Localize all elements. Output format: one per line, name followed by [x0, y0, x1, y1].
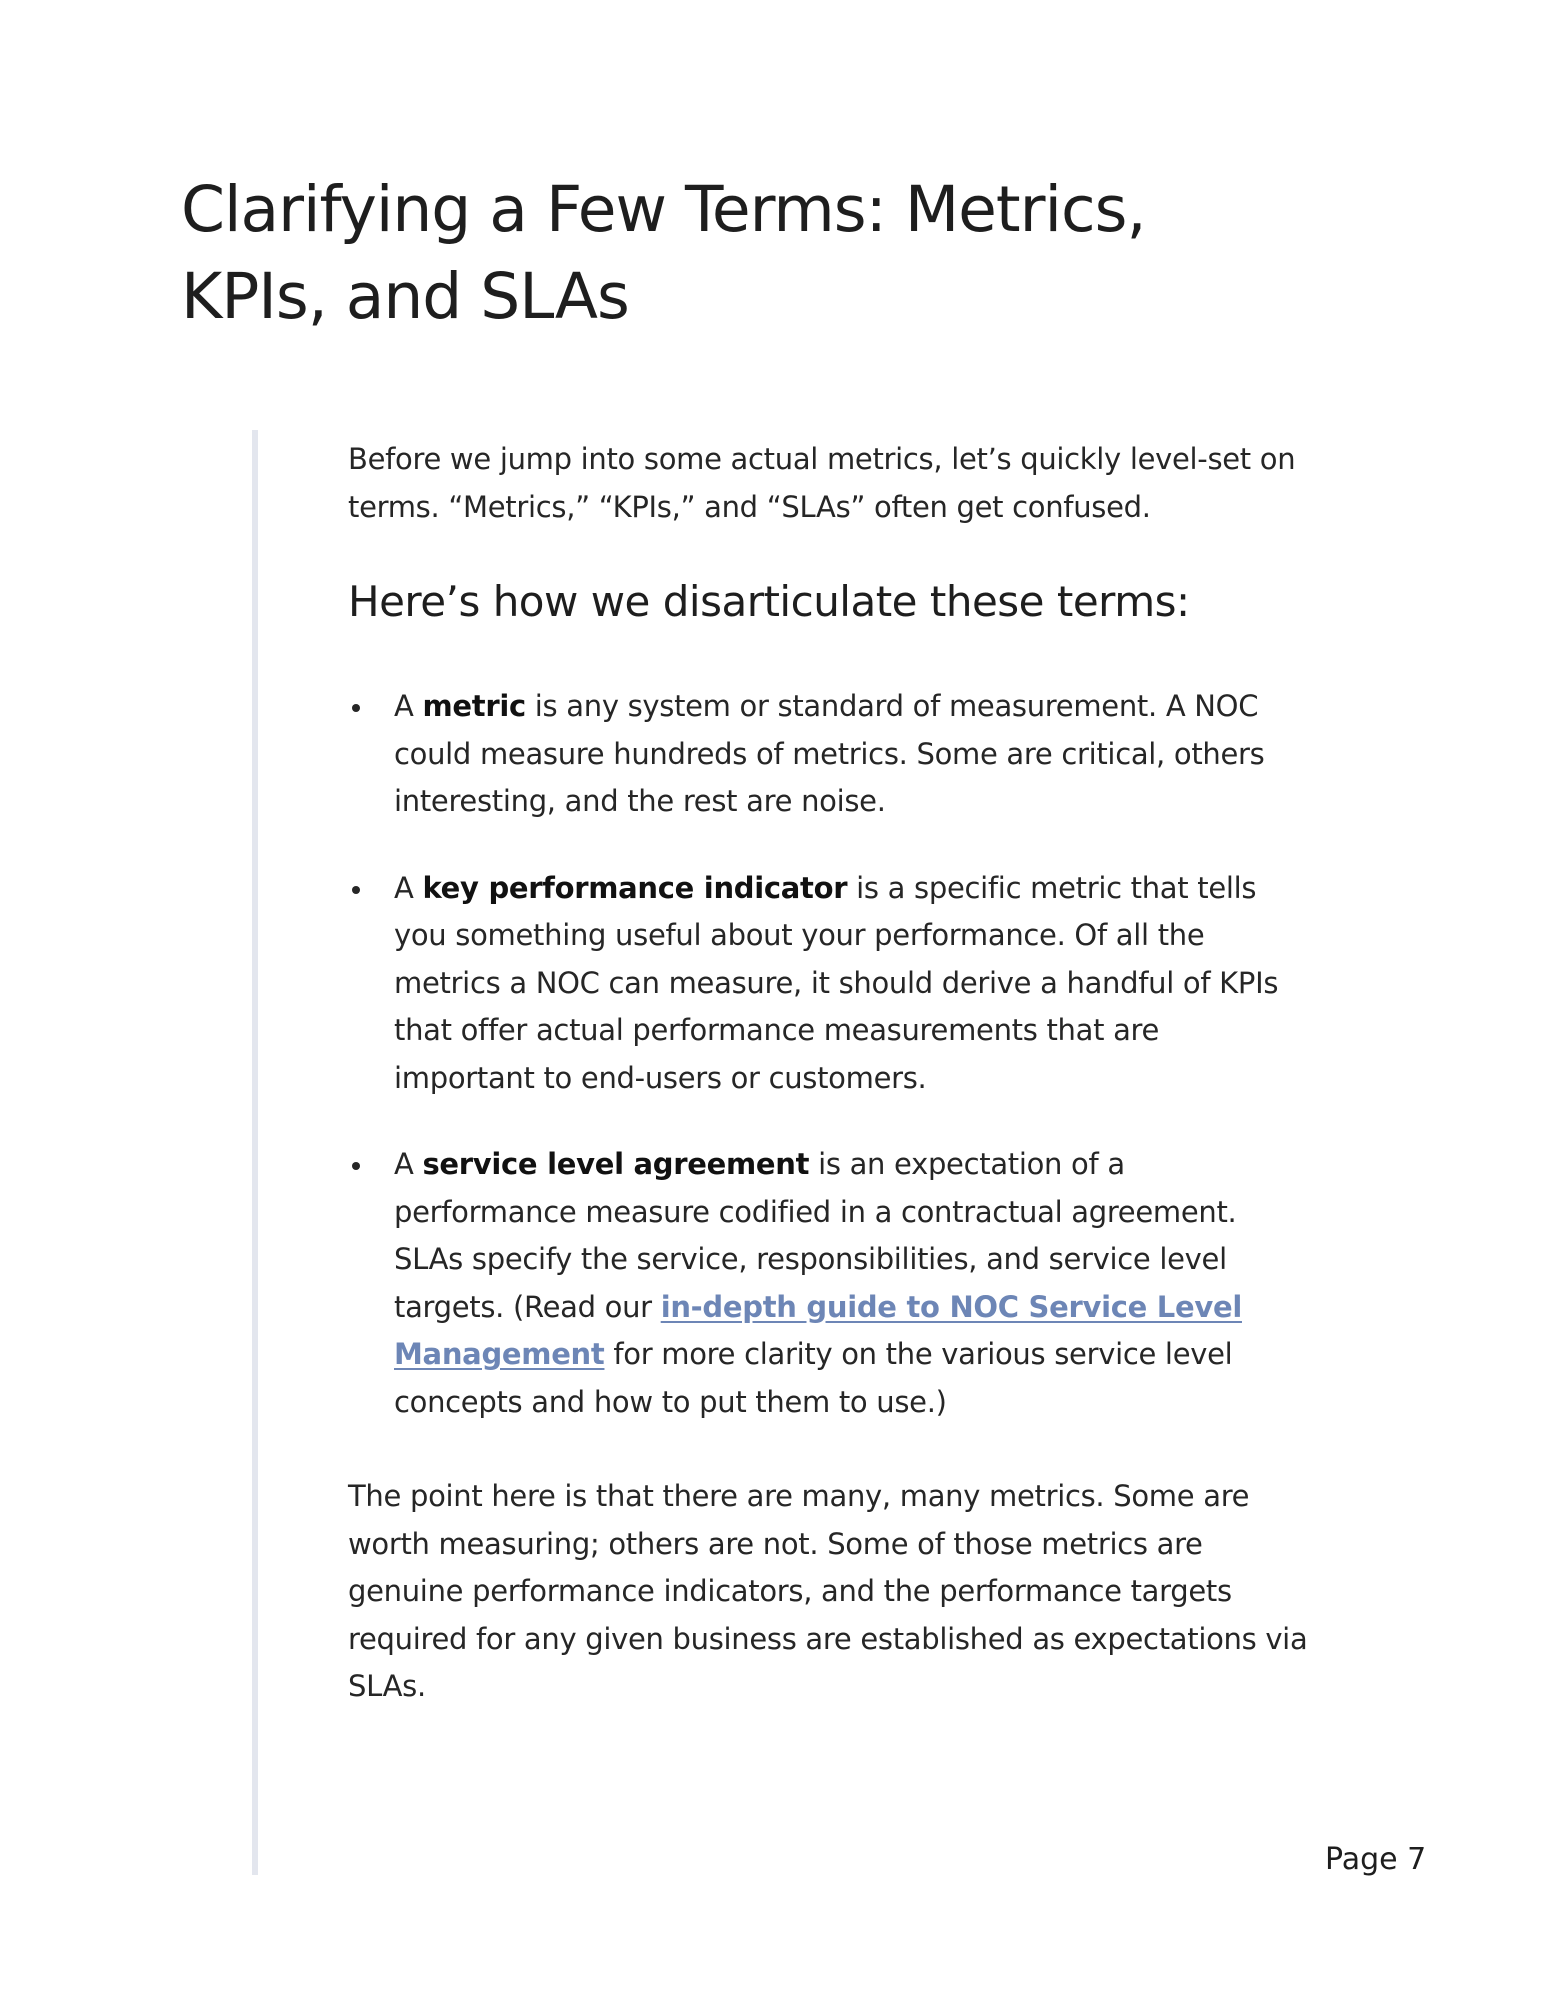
closing-paragraph: The point here is that there are many, many metrics. Some are worth measuring; others are not. Some of those metrics are genuine performance indicators, and the performance targets required for any given business are established as expectations via SLAs. — [348, 1479, 1308, 1703]
bullet-lead: A — [394, 870, 423, 905]
bullet-text: is an expectation of a performance measure codified in a contractual agreement. SLAs specify the service, responsibilities, and service level targets. (Read our — [394, 1147, 1237, 1324]
bullet-text: is any system or standard of measurement. A NOC could measure hundreds of metrics. Some are critical, others interesting, and the rest are noise. — [394, 689, 1265, 818]
bullet-dot-icon — [352, 1162, 360, 1170]
section-subheading: Here’s how we disarticulate these terms: — [348, 577, 1190, 626]
intro-paragraph: Before we jump into some actual metrics, let’s quickly level-set on terms. “Metrics,” “KPIs,” and “SLAs” often get confused. — [348, 442, 1296, 524]
left-accent-rule — [252, 430, 258, 1875]
bullet-text: is a specific metric that tells you something useful about your performance. Of all the metrics a NOC can measure, it should derive a handful of KPIs that offer actual performance measurements that are important to end-users or customers. — [394, 870, 1279, 1095]
term-kpi: key performance indicator — [422, 870, 848, 905]
list-item-sla — [348, 1141, 1308, 1426]
page-title: Clarifying a Few Terms: Metrics, KPIs, and SLAs — [181, 173, 1146, 333]
bullet-lead: A — [394, 689, 423, 723]
main-content — [348, 436, 1308, 1711]
terms-list — [348, 683, 1308, 1426]
bullet-text-tail: for more clarity on the various service level concepts and how to put them to use.) — [394, 1337, 1233, 1419]
list-item-kpi — [348, 865, 1308, 1103]
service-level-guide-link[interactable]: in-depth guide to NOC Service Level Management — [394, 1289, 1242, 1371]
bullet-dot-icon — [352, 704, 360, 712]
term-metric: metric — [422, 689, 526, 723]
list-item-metric — [348, 683, 1308, 826]
page-number: Page 7 — [1325, 1842, 1427, 1877]
term-sla: service level agreement — [422, 1147, 810, 1181]
bullet-lead: A — [394, 1147, 423, 1181]
bullet-dot-icon — [352, 886, 360, 894]
